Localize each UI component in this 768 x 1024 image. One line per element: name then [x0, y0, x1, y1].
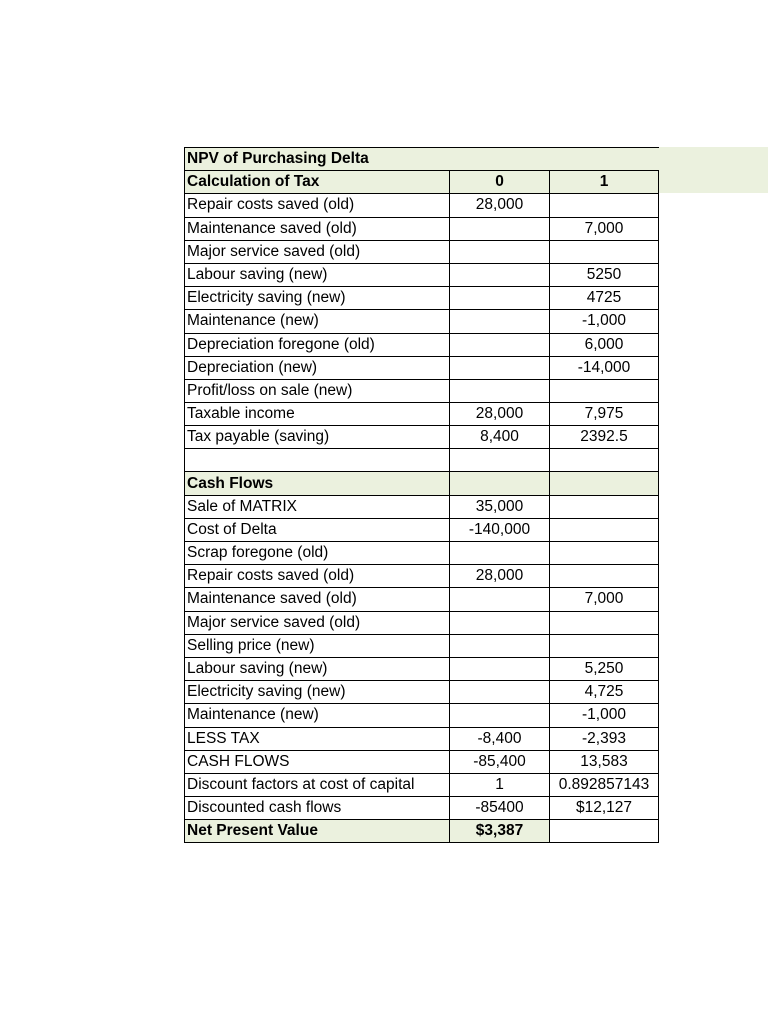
tax-cell-label: Depreciation foregone (old)	[185, 333, 450, 356]
cash-header-cell-year-1	[550, 472, 659, 495]
tax-row	[185, 426, 659, 449]
cash-cell-label: Discounted cash flows	[185, 797, 450, 820]
cash-cell-year-1	[550, 518, 659, 541]
tax-row	[185, 217, 659, 240]
cash-row	[185, 542, 659, 565]
tax-cell-label: Taxable income	[185, 403, 450, 426]
tax-cell-year-0	[450, 356, 550, 379]
cash-cell-year-0: -85400	[450, 797, 550, 820]
cash-flows-header-row	[185, 472, 659, 495]
tax-row	[185, 263, 659, 286]
cash-row	[185, 750, 659, 773]
cash-cell-year-1: -2,393	[550, 727, 659, 750]
blank-row	[185, 449, 659, 472]
cash-cell-year-0: 35,000	[450, 495, 550, 518]
tax-cell-year-1	[550, 194, 659, 217]
year-0-header: 0	[450, 171, 550, 194]
cash-cell-year-0	[450, 634, 550, 657]
npv-table-body	[185, 148, 659, 843]
cash-cell-label: Repair costs saved (old)	[185, 565, 450, 588]
tax-cell-year-0: 28,000	[450, 403, 550, 426]
tax-cell-year-0	[450, 333, 550, 356]
cash-cell-year-1	[550, 495, 659, 518]
cash-cell-label: Selling price (new)	[185, 634, 450, 657]
cash-cell-year-1: $12,127	[550, 797, 659, 820]
tax-cell-year-1: -14,000	[550, 356, 659, 379]
blank-cell-year-0	[450, 449, 550, 472]
table-title: NPV of Purchasing Delta	[185, 148, 659, 171]
cash-cell-label: Sale of MATRIX	[185, 495, 450, 518]
tax-row	[185, 356, 659, 379]
blank-cell-label	[185, 449, 450, 472]
cash-cell-year-0: 1	[450, 773, 550, 796]
tax-row	[185, 310, 659, 333]
blank-cell-year-1	[550, 449, 659, 472]
cash-cell-year-0	[450, 588, 550, 611]
cash-row	[185, 588, 659, 611]
tax-cell-year-1: 6,000	[550, 333, 659, 356]
cash-row	[185, 727, 659, 750]
tax-cell-label: Depreciation (new)	[185, 356, 450, 379]
cash-header-cell-label: Cash Flows	[185, 472, 450, 495]
cash-cell-year-0: -8,400	[450, 727, 550, 750]
cash-cell-label: Maintenance (new)	[185, 704, 450, 727]
tax-cell-label: Labour saving (new)	[185, 263, 450, 286]
cash-cell-year-1: 5,250	[550, 657, 659, 680]
cash-row	[185, 657, 659, 680]
cash-cell-year-1: 4,725	[550, 681, 659, 704]
tax-cell-label: Repair costs saved (old)	[185, 194, 450, 217]
cash-cell-year-0: -140,000	[450, 518, 550, 541]
tax-row	[185, 240, 659, 263]
cash-cell-year-1: 0.892857143	[550, 773, 659, 796]
year-1-header: 1	[550, 171, 659, 194]
tax-header-label: Calculation of Tax	[185, 171, 450, 194]
cash-cell-year-0: 28,000	[450, 565, 550, 588]
cash-cell-year-0	[450, 542, 550, 565]
tax-cell-year-1: 2392.5	[550, 426, 659, 449]
title-row	[185, 148, 659, 171]
cash-row	[185, 611, 659, 634]
cash-cell-year-0	[450, 704, 550, 727]
cash-row	[185, 518, 659, 541]
cash-cell-label: LESS TAX	[185, 727, 450, 750]
cash-row	[185, 797, 659, 820]
cash-row	[185, 681, 659, 704]
cash-cell-year-1	[550, 634, 659, 657]
tax-cell-year-1: -1,000	[550, 310, 659, 333]
npv-row	[185, 820, 659, 843]
cash-cell-label: CASH FLOWS	[185, 750, 450, 773]
cash-row	[185, 704, 659, 727]
cash-cell-label: Discount factors at cost of capital	[185, 773, 450, 796]
cash-cell-label: Scrap foregone (old)	[185, 542, 450, 565]
npv-cell-year-1	[550, 820, 659, 843]
npv-cell-label: Net Present Value	[185, 820, 450, 843]
cash-cell-year-1	[550, 565, 659, 588]
cash-cell-year-0	[450, 611, 550, 634]
cash-cell-year-0	[450, 657, 550, 680]
cash-row	[185, 565, 659, 588]
cash-cell-label: Electricity saving (new)	[185, 681, 450, 704]
cash-header-cell-year-0	[450, 472, 550, 495]
tax-cell-label: Maintenance saved (old)	[185, 217, 450, 240]
cash-cell-year-0	[450, 681, 550, 704]
tax-row	[185, 403, 659, 426]
tax-cell-year-0: 8,400	[450, 426, 550, 449]
cash-cell-year-1	[550, 611, 659, 634]
cash-cell-year-1	[550, 542, 659, 565]
tax-cell-year-0	[450, 310, 550, 333]
cash-cell-year-1: -1,000	[550, 704, 659, 727]
tax-cell-year-1: 7,975	[550, 403, 659, 426]
tax-cell-label: Tax payable (saving)	[185, 426, 450, 449]
tax-cell-year-1: 4725	[550, 287, 659, 310]
cash-cell-year-1: 13,583	[550, 750, 659, 773]
tax-cell-year-0	[450, 379, 550, 402]
tax-row	[185, 379, 659, 402]
tax-cell-year-1: 5250	[550, 263, 659, 286]
cash-row	[185, 495, 659, 518]
tax-cell-year-0	[450, 287, 550, 310]
tax-row	[185, 333, 659, 356]
cash-row	[185, 634, 659, 657]
tax-cell-year-1: 7,000	[550, 217, 659, 240]
tax-cell-year-0	[450, 217, 550, 240]
cash-row	[185, 773, 659, 796]
npv-table	[184, 147, 659, 843]
npv-cell-year-0: $3,387	[450, 820, 550, 843]
tax-row	[185, 287, 659, 310]
tax-header-row	[185, 171, 659, 194]
cash-cell-year-1: 7,000	[550, 588, 659, 611]
tax-cell-year-1	[550, 379, 659, 402]
tax-cell-label: Maintenance (new)	[185, 310, 450, 333]
tax-cell-label: Electricity saving (new)	[185, 287, 450, 310]
tax-cell-year-1	[550, 240, 659, 263]
cash-cell-label: Cost of Delta	[185, 518, 450, 541]
tax-row	[185, 194, 659, 217]
tax-cell-year-0	[450, 240, 550, 263]
tax-cell-year-0: 28,000	[450, 194, 550, 217]
tax-cell-label: Profit/loss on sale (new)	[185, 379, 450, 402]
cash-cell-label: Major service saved (old)	[185, 611, 450, 634]
cash-cell-year-0: -85,400	[450, 750, 550, 773]
tax-cell-label: Major service saved (old)	[185, 240, 450, 263]
tax-cell-year-0	[450, 263, 550, 286]
cash-cell-label: Labour saving (new)	[185, 657, 450, 680]
cash-cell-label: Maintenance saved (old)	[185, 588, 450, 611]
